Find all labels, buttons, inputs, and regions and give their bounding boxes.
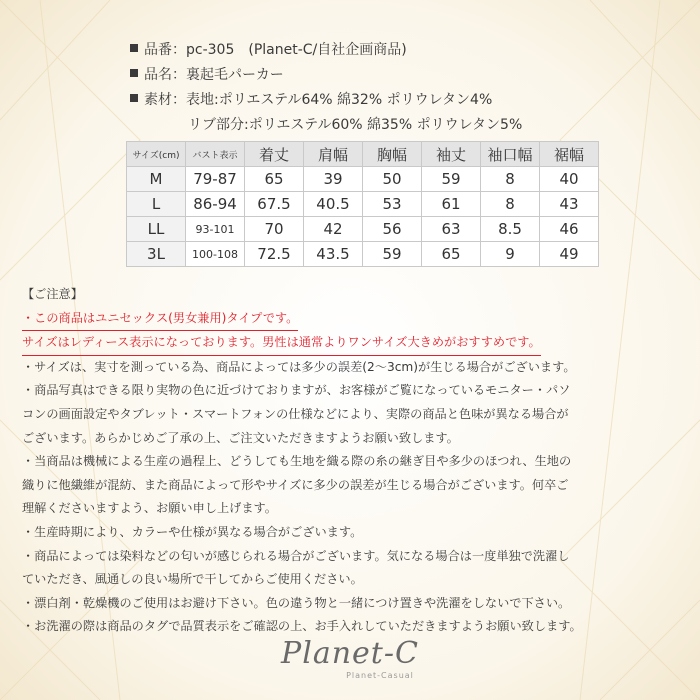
header-size: サイズ(cm)	[127, 142, 186, 167]
table-cell: 39	[304, 167, 363, 192]
table-cell: 61	[422, 192, 481, 217]
note-line: 織りに他繊維が混紡、また商品によって形やサイズに多少の誤差が生じる場合がございます。何卒ご	[22, 477, 569, 492]
note-line: ていただき、風通しの良い場所で干してからご使用ください。	[22, 572, 363, 587]
header-chest: 胸幅	[363, 142, 422, 167]
square-bullet-icon	[130, 94, 138, 102]
note-line: ・生産時期により、カラーや仕様が異なる場合がございます。	[22, 524, 363, 539]
note-line: ・漂白剤・乾燥機のご使用はお避け下さい。色の違う物と一緒につけ置きや洗濯をしないで下さい。	[22, 595, 571, 610]
note-line: ・商品によっては染料などの匂いが感じられる場合がございます。気になる場合は一度単独で洗濯し	[22, 548, 570, 563]
square-bullet-icon	[130, 69, 138, 77]
brand-logo	[0, 637, 700, 680]
header-hem: 裾幅	[540, 142, 599, 167]
header-sleeve: 袖丈	[422, 142, 481, 167]
table-cell: 50	[363, 167, 422, 192]
table-cell: 46	[540, 217, 599, 242]
note-line: 理解くださいますよう、お願い申し上げます。	[22, 501, 277, 516]
table-cell: 70	[245, 217, 304, 242]
notes-heading: 【ご注意】	[22, 287, 83, 301]
table-row	[127, 167, 599, 192]
note-line: ・お洗濯の際は商品のタグで品質表示をご確認の上、お手入れしていただきますようお願い致します。	[22, 619, 582, 634]
table-cell: 56	[363, 217, 422, 242]
table-cell: 8	[481, 167, 540, 192]
note-line: ・サイズは、実寸を測っている為、商品によっては多少の誤差(2～3cm)が生じる場合がございます。	[22, 359, 576, 374]
note-line: ・商品写真はできる限り実物の色に近づけておりますが、お客様がご覧になっているモニター・パソ	[22, 383, 571, 398]
table-cell: 63	[422, 217, 481, 242]
table-cell: 9	[481, 242, 540, 267]
spec-item-name: 品名：裏起毛パーカー	[130, 63, 522, 88]
spec-material: 素材：表地:ポリエステル64% 綿32% ポリウレタン4%	[130, 88, 522, 113]
size-table	[126, 141, 599, 267]
header-shoulder: 肩幅	[304, 142, 363, 167]
header-length: 着丈	[245, 142, 304, 167]
header-cuff: 袖口幅	[481, 142, 540, 167]
spec-material-rib: リブ部分:ポリエステル60% 綿35% ポリウレタン5%	[188, 117, 523, 133]
table-cell: M	[127, 167, 186, 192]
table-cell: 65	[422, 242, 481, 267]
notes-section	[22, 283, 682, 639]
table-cell: 100-108	[186, 242, 245, 267]
table-cell: 53	[363, 192, 422, 217]
table-row	[127, 192, 599, 217]
table-cell: 8	[481, 192, 540, 217]
table-cell: 43	[540, 192, 599, 217]
header-bust: バスト表示	[186, 142, 245, 167]
table-cell: 40	[540, 167, 599, 192]
table-cell: 79-87	[186, 167, 245, 192]
table-cell: 72.5	[245, 242, 304, 267]
product-spec	[130, 38, 522, 138]
square-bullet-icon	[130, 44, 138, 52]
table-cell: 93-101	[186, 217, 245, 242]
table-cell: 42	[304, 217, 363, 242]
note-line: コンの画面設定やタブレット・スマートフォンの仕様などにより、実際の商品と色味が異なる場合が	[22, 406, 569, 421]
table-row	[127, 242, 599, 267]
table-cell: 3L	[127, 242, 186, 267]
spec-item-number: 品番：pc-305 (Planet-C/自社企画商品)	[130, 38, 522, 63]
table-cell: 49	[540, 242, 599, 267]
table-row	[127, 217, 599, 242]
size-recommendation: サイズはレディース表示になっております。男性は通常よりワンサイズ大きめがおすすめです。	[22, 331, 541, 356]
table-cell: 59	[422, 167, 481, 192]
table-cell: 40.5	[304, 192, 363, 217]
logo-subtitle: Planet-Casual	[346, 671, 414, 680]
size-table-header	[127, 142, 599, 167]
table-cell: 67.5	[245, 192, 304, 217]
table-cell: 43.5	[304, 242, 363, 267]
table-cell: L	[127, 192, 186, 217]
table-cell: 8.5	[481, 217, 540, 242]
logo-wordmark: Planet-C	[281, 636, 419, 671]
table-cell: LL	[127, 217, 186, 242]
unisex-notice: ・この商品はユニセックス(男女兼用)タイプです。	[22, 307, 298, 332]
table-cell: 65	[245, 167, 304, 192]
table-cell: 86-94	[186, 192, 245, 217]
table-cell: 59	[363, 242, 422, 267]
note-line: ・当商品は機械による生産の過程上、どうしても生地を織る際の糸の継ぎ目や多少のほつれ、生地の	[22, 454, 572, 469]
note-line: ございます。あらかじめご了承の上、ご注文いただきますようお願い致します。	[22, 430, 459, 445]
